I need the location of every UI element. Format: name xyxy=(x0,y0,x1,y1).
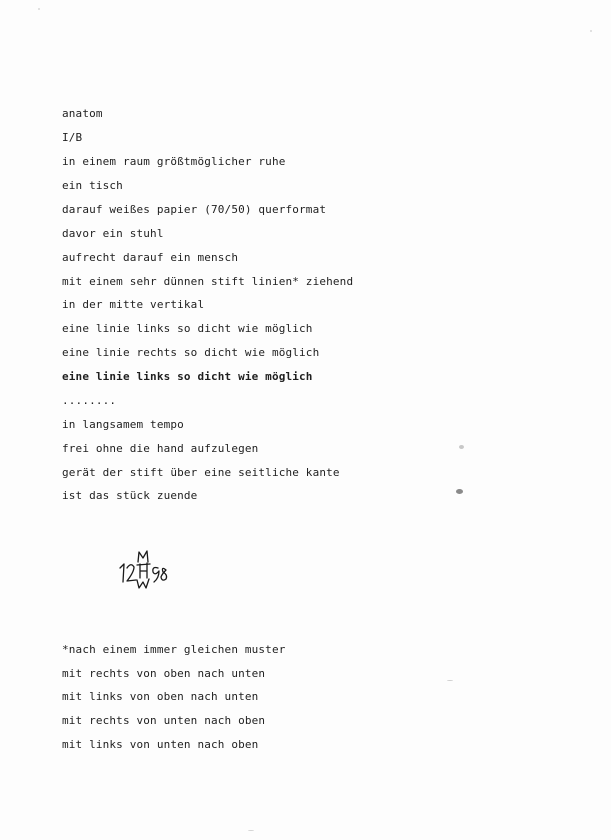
poem-line: in einem raum größtmöglicher ruhe xyxy=(62,155,286,168)
poem-line: in der mitte vertikal xyxy=(62,298,205,311)
scan-speck xyxy=(447,680,453,681)
poem-line: gerät der stift über eine seitliche kante xyxy=(62,466,340,479)
poem-line: frei ohne die hand aufzulegen xyxy=(62,442,259,455)
poem-line: ist das stück zuende xyxy=(62,489,198,502)
footnote-line: mit rechts von unten nach oben xyxy=(62,714,266,727)
poem-subtitle: I/B xyxy=(62,131,83,144)
poem-line: darauf weißes papier (70/50) querformat xyxy=(62,203,327,216)
poem-title: anatom xyxy=(62,107,103,120)
scan-speck xyxy=(456,489,463,494)
poem-line: in langsamem tempo xyxy=(62,418,184,431)
footnote-line: mit rechts von oben nach unten xyxy=(62,667,266,680)
footnote-line: mit links von oben nach unten xyxy=(62,690,259,703)
poem-line: ein tisch xyxy=(62,179,123,192)
scan-speck xyxy=(590,30,592,32)
poem-line: eine linie rechts so dicht wie möglich xyxy=(62,346,320,359)
scan-speck xyxy=(38,8,40,10)
poem-line: aufrecht darauf ein mensch xyxy=(62,251,239,264)
scan-speck xyxy=(459,445,464,449)
footnote-line: *nach einem immer gleichen muster xyxy=(62,643,286,656)
poem-line: davor ein stuhl xyxy=(62,227,164,240)
poem-line: mit einem sehr dünnen stift linien* ziehend xyxy=(62,275,354,288)
scan-speck xyxy=(248,830,254,831)
signature-text xyxy=(0,0,1,1)
footnote-line: mit links von unten nach oben xyxy=(62,738,259,751)
handwritten-signature xyxy=(112,548,182,592)
poem-line: eine linie links so dicht wie möglich xyxy=(62,322,313,335)
poem-line: eine linie links so dicht wie möglich xyxy=(62,370,313,383)
poem-ellipsis: ........ xyxy=(62,394,117,407)
